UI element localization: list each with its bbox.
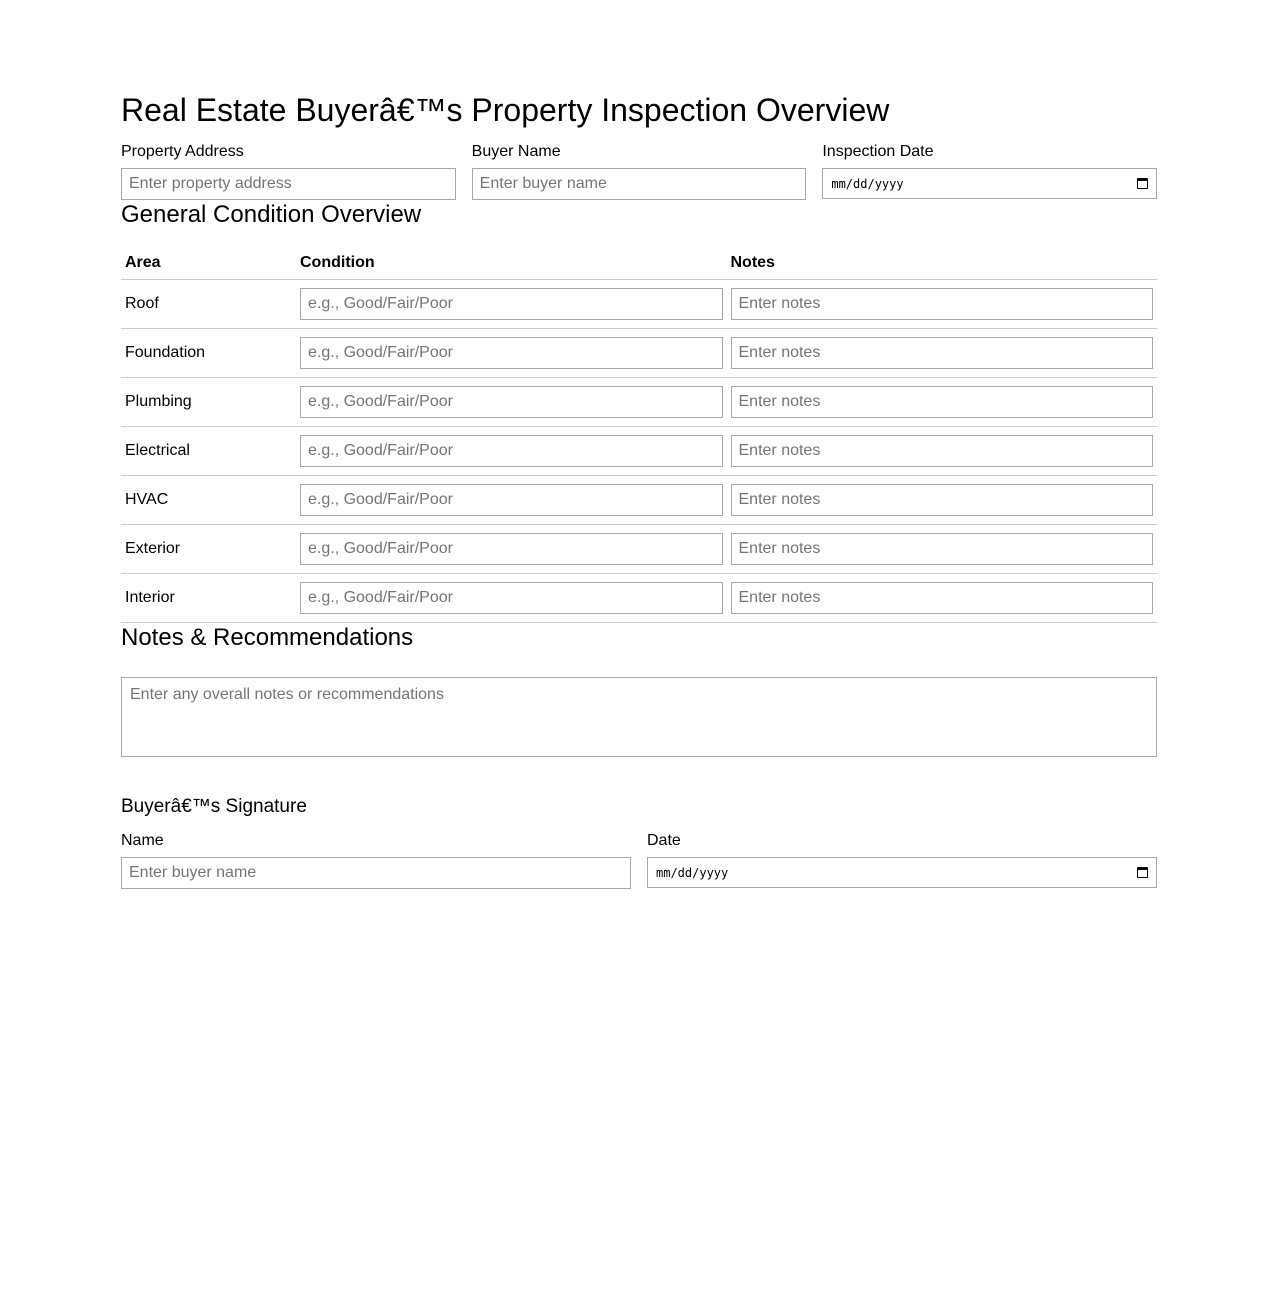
signature-name-field bbox=[121, 831, 631, 889]
inspection-date-input[interactable] bbox=[822, 168, 1157, 199]
notes-input-electrical[interactable] bbox=[731, 435, 1154, 467]
column-header-notes: Notes bbox=[727, 246, 1158, 280]
notes-input-hvac[interactable] bbox=[731, 484, 1154, 516]
page-title: Real Estate Buyerâ€™s Property Inspection Overview bbox=[121, 92, 890, 128]
overall-notes-textarea[interactable] bbox=[121, 677, 1157, 757]
inspection-date-placeholder: mm/dd/yyyy bbox=[831, 176, 904, 191]
area-label: Electrical bbox=[121, 427, 296, 476]
notes-input-exterior[interactable] bbox=[731, 533, 1154, 565]
general-condition-title: General Condition Overview bbox=[121, 201, 422, 228]
signature-title: Buyerâ€™s Signature bbox=[121, 796, 307, 817]
condition-input-foundation[interactable] bbox=[300, 337, 723, 369]
property-address-field bbox=[121, 142, 456, 200]
area-label: HVAC bbox=[121, 476, 296, 525]
table-header-row bbox=[121, 246, 1157, 280]
table-row bbox=[121, 329, 1157, 378]
column-header-condition: Condition bbox=[296, 246, 727, 280]
condition-input-interior[interactable] bbox=[300, 582, 723, 614]
buyer-name-input[interactable] bbox=[472, 168, 807, 200]
area-label: Roof bbox=[121, 280, 296, 329]
top-fields bbox=[121, 142, 1157, 200]
table-row bbox=[121, 525, 1157, 574]
column-header-area: Area bbox=[121, 246, 296, 280]
condition-input-electrical[interactable] bbox=[300, 435, 723, 467]
signature-date-input[interactable] bbox=[647, 857, 1157, 888]
area-label: Interior bbox=[121, 574, 296, 623]
signature-name-label: Name bbox=[121, 832, 164, 849]
notes-input-roof[interactable] bbox=[731, 288, 1154, 320]
condition-input-exterior[interactable] bbox=[300, 533, 723, 565]
buyer-name-field bbox=[472, 142, 807, 200]
area-label: Plumbing bbox=[121, 378, 296, 427]
condition-input-roof[interactable] bbox=[300, 288, 723, 320]
condition-table bbox=[121, 246, 1157, 623]
area-label: Exterior bbox=[121, 525, 296, 574]
calendar-icon[interactable] bbox=[1137, 867, 1148, 878]
property-address-label: Property Address bbox=[121, 143, 244, 160]
condition-input-plumbing[interactable] bbox=[300, 386, 723, 418]
notes-input-interior[interactable] bbox=[731, 582, 1154, 614]
condition-table-body bbox=[121, 280, 1157, 623]
signature-fields bbox=[121, 831, 1157, 889]
inspection-date-field bbox=[822, 142, 1157, 200]
inspection-form bbox=[121, 88, 1157, 889]
signature-date-placeholder: mm/dd/yyyy bbox=[656, 865, 729, 880]
signature-date-field bbox=[647, 831, 1157, 889]
buyer-name-label: Buyer Name bbox=[471, 143, 561, 160]
table-row bbox=[121, 476, 1157, 525]
property-address-input[interactable] bbox=[121, 168, 456, 200]
table-row bbox=[121, 280, 1157, 329]
area-label: Foundation bbox=[121, 329, 296, 378]
condition-input-hvac[interactable] bbox=[300, 484, 723, 516]
inspection-date-label: Inspection Date bbox=[822, 143, 934, 160]
signature-date-label: Date bbox=[647, 832, 681, 849]
calendar-icon[interactable] bbox=[1137, 178, 1148, 189]
notes-input-foundation[interactable] bbox=[731, 337, 1154, 369]
notes-input-plumbing[interactable] bbox=[731, 386, 1154, 418]
notes-recommendations-title: Notes & Recommendations bbox=[121, 624, 414, 651]
table-row bbox=[121, 378, 1157, 427]
signature-name-input[interactable] bbox=[121, 857, 631, 889]
table-row bbox=[121, 427, 1157, 476]
table-row bbox=[121, 574, 1157, 623]
